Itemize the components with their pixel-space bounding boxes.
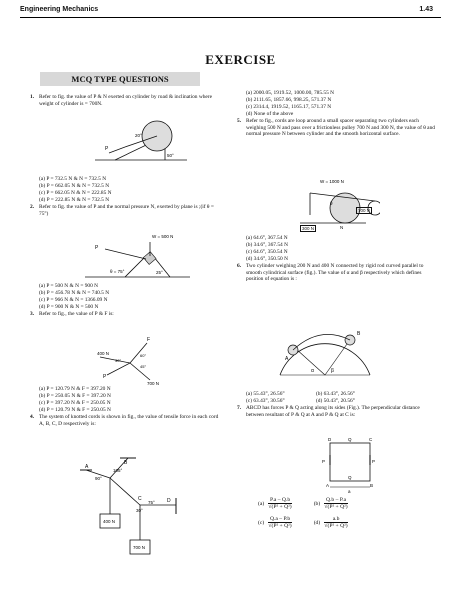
q6-option[interactable]: (c) 63.43°, 30.56° bbox=[246, 397, 285, 404]
q7-option-d[interactable]: (d) $\frac{a.b}{\text{√(P² + Q²)}}$ bbox=[313, 516, 348, 529]
q3-option[interactable]: (d) P = 120.79 N & F = 250.05 N bbox=[39, 406, 111, 413]
svg-text:θ: θ bbox=[330, 201, 333, 206]
svg-text:a: a bbox=[348, 489, 351, 494]
q4-option[interactable]: (d) None of the above bbox=[246, 110, 294, 117]
q3-figure bbox=[85, 335, 185, 385]
svg-text:45°: 45° bbox=[140, 364, 147, 369]
q4-option[interactable]: (a) 2000.05, 1919.52, 1000.00, 785.55 N bbox=[246, 90, 335, 96]
q6-option[interactable]: (d) 50.43°, 20.56° bbox=[316, 397, 355, 404]
q1-option[interactable]: (a) P = 732.5 N & N = 732.5 N bbox=[39, 176, 107, 182]
svg-text:20°: 20° bbox=[135, 133, 142, 138]
svg-text:B: B bbox=[370, 483, 374, 488]
q4-figure bbox=[80, 452, 200, 560]
svg-text:D: D bbox=[167, 498, 171, 504]
svg-text:D: D bbox=[328, 437, 332, 442]
svg-text:B: B bbox=[124, 460, 128, 466]
q2-option[interactable]: (a) P = 500 N & N = 900 N bbox=[39, 283, 99, 289]
q2-figure bbox=[70, 232, 220, 282]
svg-text:P: P bbox=[372, 459, 376, 464]
svg-text:A: A bbox=[285, 356, 289, 362]
q5-option[interactable]: (b) 34.6°, 367.54 N bbox=[246, 241, 288, 248]
svg-text:P: P bbox=[103, 374, 107, 380]
svg-text:α: α bbox=[311, 368, 314, 374]
q7-option-b[interactable]: (b) $\frac{Q.b - P.a}{\text{√(P² + Q²)}}$ bbox=[313, 497, 348, 510]
svg-text:60°: 60° bbox=[140, 353, 147, 358]
q3-option[interactable]: (a) P = 120.79 N & F = 397.20 N bbox=[39, 386, 111, 392]
svg-text:P: P bbox=[95, 245, 99, 251]
q2-option[interactable]: (b) P = 456.78 N & N = 740.5 N bbox=[39, 289, 110, 296]
svg-text:105°: 105° bbox=[113, 468, 123, 473]
q3-option[interactable]: (c) P = 397.20 N & F = 250.05 N bbox=[39, 399, 111, 406]
page-number: 1.43 bbox=[419, 6, 433, 13]
q7-figure bbox=[318, 435, 388, 495]
header-rule bbox=[20, 17, 441, 18]
q5-weight-700: 700 N bbox=[358, 208, 371, 213]
q1-option[interactable]: (c) P = 662.05 N & N = 222.85 N bbox=[39, 189, 112, 196]
svg-text:W = 1000 N: W = 1000 N bbox=[320, 179, 344, 184]
question-7: 7. ABCD has forces P & Q acting along its sides (Fig.). The perpendicular distance between resultant of P & Q at A and P & Q at C is: bbox=[237, 404, 420, 418]
exercise-heading: EXERCISE bbox=[205, 52, 276, 67]
svg-text:Q: Q bbox=[348, 475, 352, 480]
svg-text:C: C bbox=[138, 496, 142, 502]
q6-option[interactable]: (a) 55.43°, 26.56° bbox=[246, 391, 285, 397]
question-1: 1. Refer to fig. the value of P & N exerted on cylinder by road & inclination where weight of cylinder is = 700N. bbox=[30, 94, 212, 107]
svg-text:β: β bbox=[331, 368, 334, 374]
q7-option-a[interactable]: (a) $\frac{P.a - Q.b}{\text{√(P² + Q²)}}$ bbox=[258, 497, 292, 510]
svg-text:75°: 75° bbox=[148, 500, 155, 505]
svg-text:A: A bbox=[326, 483, 330, 488]
question-6: 6. Two cylinder weighing 200 N and 400 N connected by rigid rod curved parallel to smooth cylindrical surface (fig.). The value of α and β respectively which defines position of equation is : bbox=[237, 262, 424, 283]
q5-option[interactable]: (d) 34.6°, 350.50 N bbox=[246, 255, 288, 262]
svg-text:90°: 90° bbox=[95, 476, 102, 481]
q5-option[interactable]: (c) 64.6°, 350.54 N bbox=[246, 248, 288, 255]
q6-option[interactable]: (b) 63.43°, 26.56° bbox=[316, 391, 355, 397]
q2-option[interactable]: (d) P = 900 N & N = 500 N bbox=[39, 303, 99, 310]
svg-text:N: N bbox=[340, 225, 344, 230]
q2-option[interactable]: (c) P = 966 N & N = 1366.09 N bbox=[39, 296, 108, 303]
mcq-heading-bar: MCQ TYPE QUESTIONS bbox=[40, 72, 200, 86]
svg-text:400 N: 400 N bbox=[103, 519, 116, 524]
svg-text:Q: Q bbox=[348, 437, 352, 442]
q1-option[interactable]: (d) P = 222.85 N & N = 732.5 N bbox=[39, 196, 110, 203]
svg-text:400 N: 400 N bbox=[97, 351, 110, 356]
svg-text:C: C bbox=[369, 437, 373, 442]
question-5: 5. Refer to fig., cords are loop around a small spacer separating two cylinders each weighing 500 N and pass over a frictionless pulley 700 N and 300 N, the value of θ and normal pressure N between cylinder and the smooth horizontal surface. bbox=[237, 117, 435, 138]
svg-text:700 N: 700 N bbox=[147, 381, 160, 385]
q4-option[interactable]: (c) 2314.4, 1919.52, 1165.17, 571.37 N bbox=[246, 103, 332, 110]
question-3: 3. Refer to fig., the value of P & F is: bbox=[30, 310, 114, 317]
q6-figure bbox=[275, 320, 375, 380]
left-column bbox=[30, 94, 220, 108]
q5-figure bbox=[300, 175, 380, 230]
running-header-title: Engineering Mechanics bbox=[20, 6, 99, 13]
svg-text:30°: 30° bbox=[136, 508, 143, 513]
svg-text:θ = 75°: θ = 75° bbox=[110, 269, 125, 274]
svg-text:W = 500 N: W = 500 N bbox=[152, 234, 174, 239]
question-2: 2. Refer to fig. the value of P and the normal pressure N, exerted by plane is ;(if θ = 75°) bbox=[30, 203, 214, 217]
q4-option[interactable]: (b) 2111.65, 1857.66, 998.25, 571.37 N bbox=[246, 96, 332, 103]
svg-text:A: A bbox=[85, 464, 89, 470]
q5-weight-300: 300 N bbox=[302, 226, 315, 231]
q1-option[interactable]: (b) P = 662.05 N & N = 732.5 N bbox=[39, 182, 110, 189]
svg-text:B: B bbox=[357, 331, 361, 337]
svg-text:F: F bbox=[147, 337, 151, 343]
q1-figure bbox=[95, 112, 195, 172]
q7-options bbox=[258, 497, 348, 529]
q7-option-c[interactable]: (c) $\frac{Q.a - P.b}{\text{√(P² + Q²)}}$ bbox=[258, 516, 292, 529]
svg-text:30°: 30° bbox=[115, 358, 122, 363]
svg-text:50°: 50° bbox=[167, 153, 174, 158]
svg-text:P: P bbox=[322, 459, 326, 464]
svg-text:P: P bbox=[105, 146, 109, 152]
question-4: 4. The system of knotted cords is shown in fig., the value of tensile force in each cord A, B, C, D respectively is: bbox=[30, 413, 219, 427]
svg-text:25°: 25° bbox=[156, 270, 163, 275]
q5-option[interactable]: (a) 64.6°, 367.54 N bbox=[246, 235, 288, 241]
svg-text:700 N: 700 N bbox=[133, 545, 146, 550]
q3-option[interactable]: (b) P = 250.05 N & F = 397.20 N bbox=[39, 392, 111, 399]
